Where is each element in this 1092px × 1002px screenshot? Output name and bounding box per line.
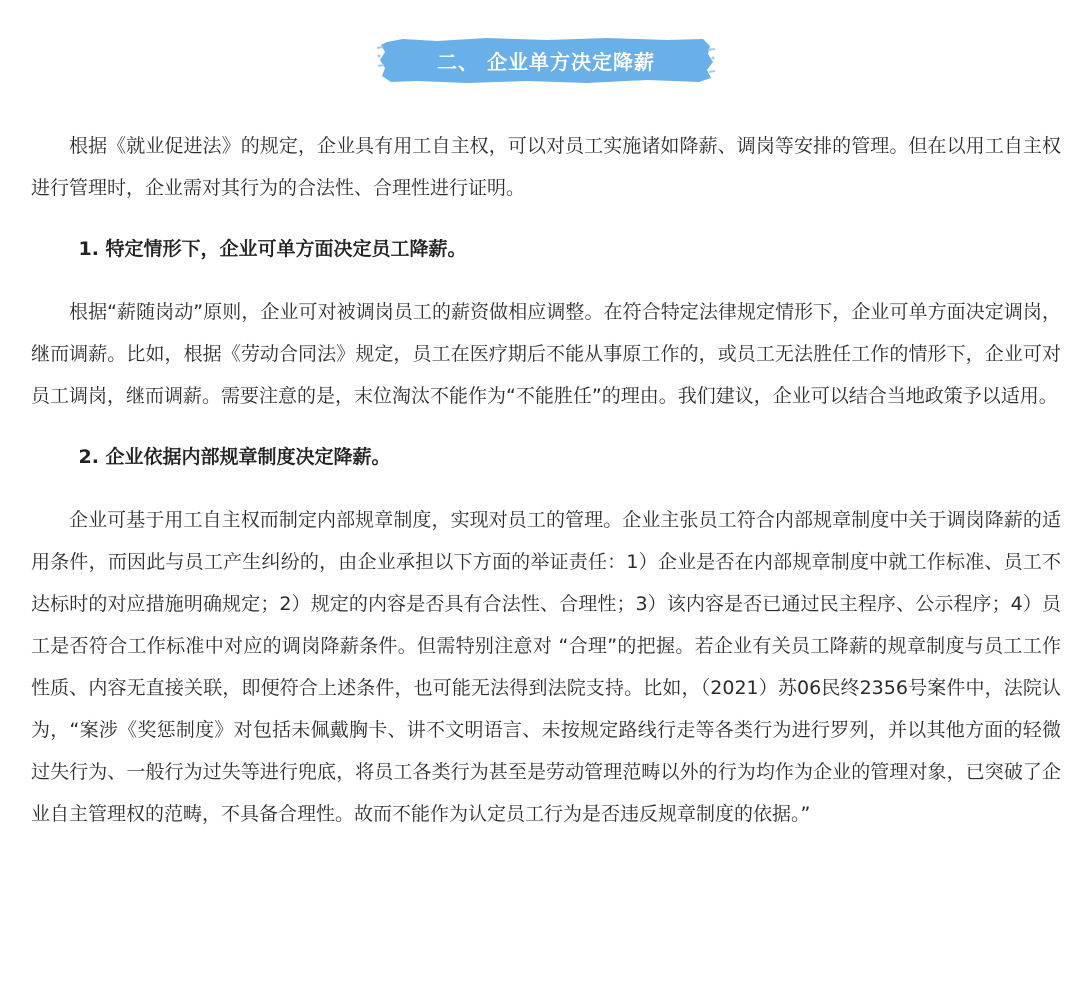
section2-paragraph: 企业可基于用工自主权而制定内部规章制度，实现对员工的管理。企业主张员工符合内部规章制度中关于调岗降薪的适用条件，而因此与员工产生纠纷的，由企业承担以下方面的举证责任：1）企业是否在内部规章制度中就工作标准、员工不达标时的对应措施明确规定；2）规定的内容是否具有合法性、合理性；3）该内容是否已通过民主程序、公示程序；4）员工是否符合工作标准中对应的调岗降薪条件。但需特别注意对 “合理”的把握。若企业有关员工降薪的规章制度与员工工作性质、内容无直接关联，即便符合上述条件，也可能无法得到法院支持。比如，（2021）苏06民终2356号案件中，法院认为，“案涉《奖惩制度》对包括未佩戴胸卡、讲不文明语言、未按规定路线行走等各类行为进行罗列，并以其他方面的轻微过失行为、一般行为过失等进行兜底，将员工各类行为甚至是劳动管理范畴以外的行为均作为企业的管理对象，已突破了企业自主管理权的范畴，不具备合理性。故而不能作为认定员工行为是否违反规章制度的依据。” <box>31 509 1061 825</box>
section1-paragraph: 根据“薪随岗动”原则，企业可对被调岗员工的薪资做相应调整。在符合特定法律规定情形下，企业可单方面决定调岗，继而调薪。比如，根据《劳动合同法》规定，员工在医疗期后不能从事原工作的，或员工无法胜任工作的情形下，企业可对员工调岗，继而调薪。需要注意的是，末位淘汰不能作为“不能胜任”的理由。我们建议，企业可以结合当地政策予以适用。 <box>31 301 1061 407</box>
article-body <box>31 125 1061 835</box>
intro-paragraph: 根据《就业促进法》的规定，企业具有用工自主权，可以对员工实施诸如降薪、调岗等安排的管理。但在以用工自主权进行管理时，企业需对其行为的合法性、合理性进行证明。 <box>31 135 1061 199</box>
section-banner <box>0 36 1092 84</box>
section1-heading: 1. 特定情形下，企业可单方面决定员工降薪。 <box>78 238 467 260</box>
banner-badge <box>377 36 715 84</box>
section2-heading: 2. 企业依据内部规章制度决定降薪。 <box>78 446 391 468</box>
banner-title: 二、 企业单方决定降薪 <box>437 49 655 74</box>
